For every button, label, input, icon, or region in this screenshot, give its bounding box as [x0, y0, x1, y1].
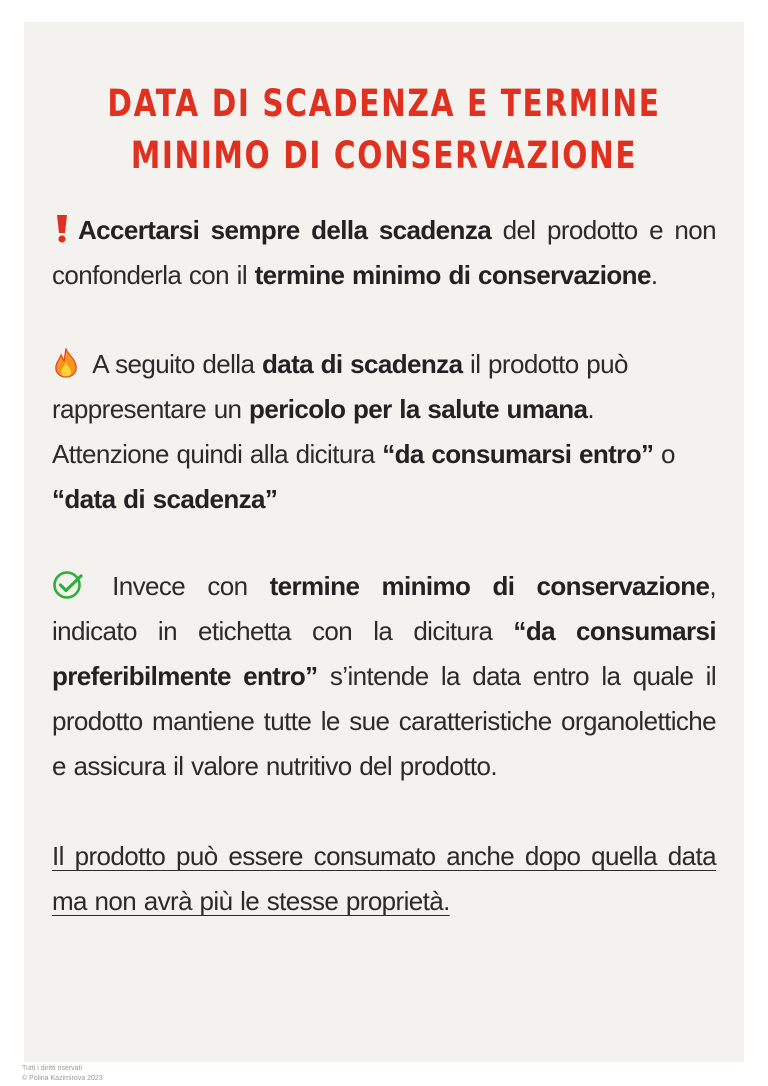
check-circle-icon	[52, 569, 84, 599]
text: il prodotto può rappresentare un	[52, 349, 628, 424]
text: del prodotto e non confonderla con il	[52, 215, 717, 290]
poster-card	[24, 22, 744, 1062]
exclamation-icon	[52, 213, 72, 243]
text: s’intende la data entro la quale il prodotto mantiene tutte le sue caratteristiche organolettiche e assicura il valore nutritivo del prodotto.	[52, 661, 716, 781]
text: . Attenzione quindi alla dicitura	[52, 394, 594, 469]
bold-text: “data di scadenza”	[52, 484, 278, 514]
text: A seguito della	[86, 349, 262, 379]
footer-copyright: © Polina Kazimirova 2023	[22, 1075, 103, 1082]
fire-icon	[52, 347, 80, 377]
bold-text: termine minimo di conservazione	[254, 260, 651, 290]
paragraph-expiry-date	[52, 342, 716, 522]
text: o	[653, 439, 675, 469]
text: Invece con	[90, 571, 270, 601]
bold-text: “da consumarsi entro”	[382, 439, 654, 469]
title-line-1: DATA DI SCADENZA E TERMINE	[107, 82, 661, 125]
paragraph-minimum-conservation	[52, 564, 716, 789]
page-title	[96, 78, 672, 182]
text: , indicato in etichetta con la dicitura	[52, 571, 716, 646]
bold-text: “da consumarsi preferibilmente entro”	[52, 616, 716, 691]
bold-text: pericolo per la salute umana	[249, 394, 588, 424]
bold-text: termine minimo di conservazione	[269, 571, 710, 601]
paragraph-expiry-check	[52, 208, 716, 298]
bold-text: Accertarsi sempre della scadenza	[78, 215, 492, 245]
footer-rights: Tutti i diritti riservati	[22, 1065, 83, 1072]
text: .	[650, 260, 658, 290]
title-line-2: MINIMO DI CONSERVAZIONE	[130, 134, 638, 177]
paragraph-underlined-note: Il prodotto può essere consumato anche dopo quella data ma non avrà più le stesse proprietà.	[52, 841, 716, 916]
bold-text: data di scadenza	[261, 349, 463, 379]
